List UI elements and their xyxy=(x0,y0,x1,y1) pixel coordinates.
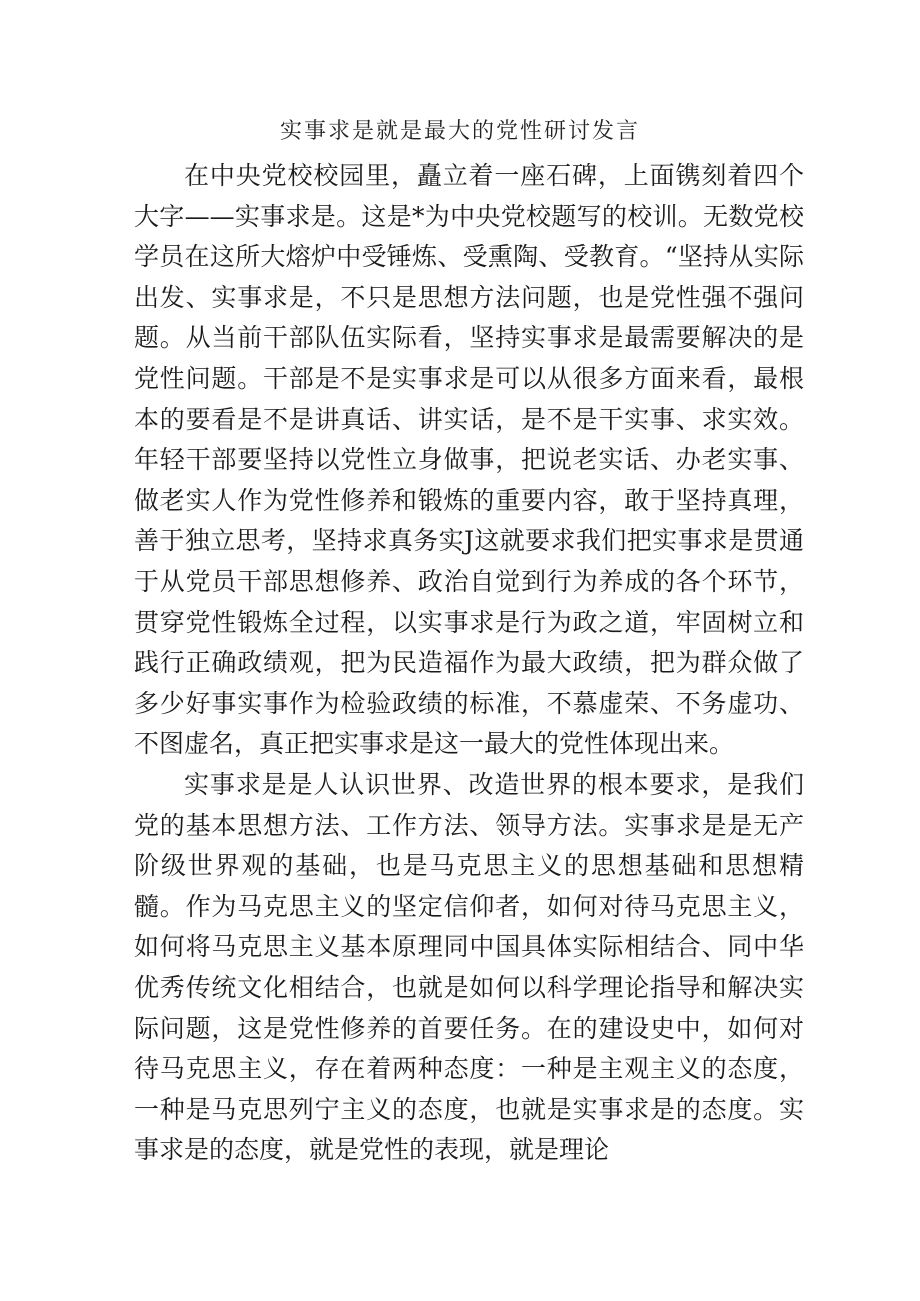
paragraph-2: 实事求是是人认识世界、改造世界的根本要求，是我们党的基本思想方法、工作方法、领导方法。实事求是是无产阶级世界观的基础，也是马克思主义的思想基础和思想精髓。作为马克思主义的坚定信仰者，如何对待马克思主义，如何将马克思主义基本原理同中国具体实际相结合、同中华优秀传统文化相结合，也就是如何以科学理论指导和解决实际问题，这是党性修养的首要任务。在的建设史中，如何对待马克思主义，存在着两种态度：一种是主观主义的态度，一种是马克思列宁主义的态度，也就是实事求是的态度。实事求是的态度，就是党性的表现，就是理论 xyxy=(134,770,804,1165)
paragraph-1: 在中央党校校园里，矗立着一座石碑，上面镌刻着四个大字——实事求是。这是*为中央党校题写的校训。无数党校学员在这所大熔炉中受锤炼、受熏陶、受教育。“坚持从实际出发、实事求是，不只是思想方法问题，也是党性强不强问题。从当前干部队伍实际看，坚持实事求是最需要解决的是党性问题。干部是不是实事求是可以从很多方面来看，最根本的要看是不是讲真话、讲实话，是不是干实事、求实效。年轻干部要坚持以党性立身做事，把说老实话、办老实事、做老实人作为党性修养和锻炼的重要内容，敢于坚持真理，善于独立思考，坚持求真务实J这就要求我们把实事求是贯通于从党员干部思想修养、政治自觉到行为养成的各个环节，贯穿党性锻炼全过程，以实事求是行为政之道，牢固树立和践行正确政绩观，把为民造福作为最大政绩，把为群众做了多少好事实事作为检验政绩的标准，不慕虚荣、不务虚功、不图虚名，真正把实事求是这一最大的党性体现出来。 xyxy=(134,161,804,759)
document-title: 实事求是就是最大的党性研讨发言 xyxy=(279,119,640,144)
